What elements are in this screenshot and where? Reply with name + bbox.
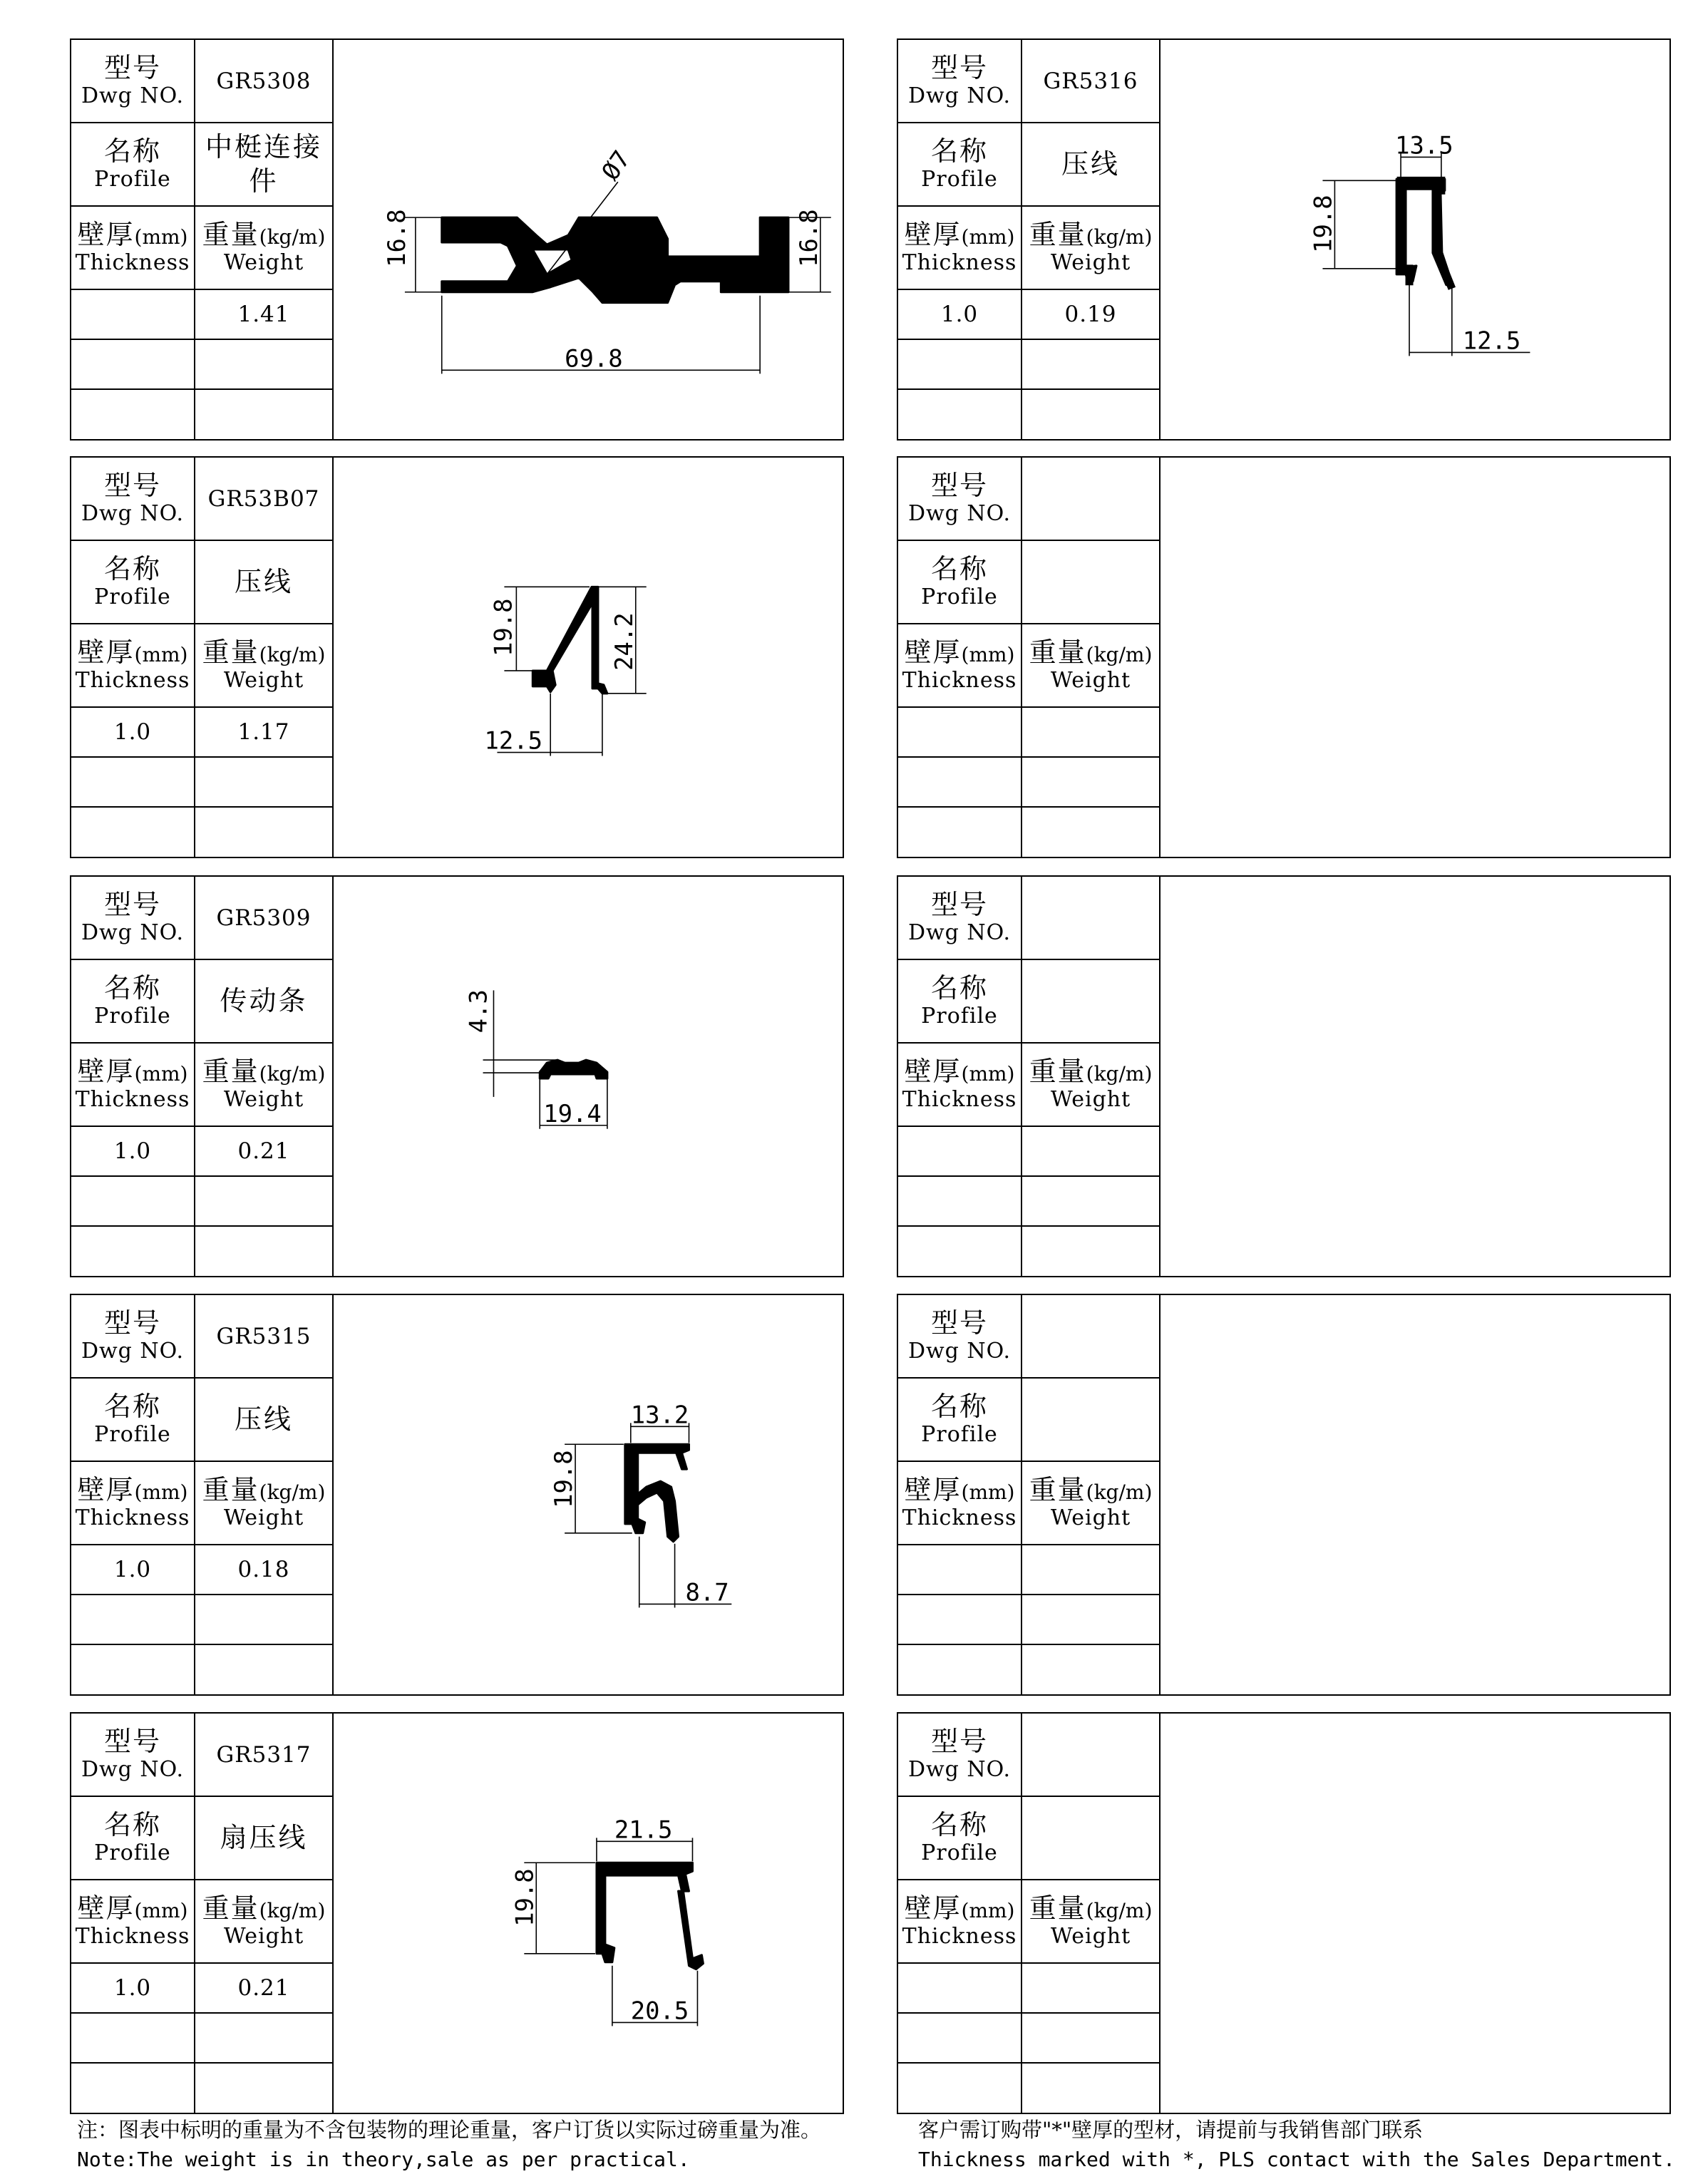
profile-value: 压线 <box>234 565 293 597</box>
profile-label-en: Profile <box>921 167 998 192</box>
dwg-label-en: Dwg NO. <box>81 1757 185 1783</box>
profile-label-en: Profile <box>94 1840 171 1866</box>
thickness-label-en: Thickness <box>902 1505 1017 1531</box>
dim-width: 69.8 <box>565 344 623 373</box>
spec-table <box>71 1295 334 1694</box>
dwg-value: GR5316 <box>1043 68 1138 94</box>
thickness-label-zh: 壁厚 <box>904 218 962 250</box>
profile-label-en: Profile <box>921 1004 998 1029</box>
thickness-unit: (mm) <box>961 642 1015 666</box>
spec-table <box>71 877 334 1276</box>
thickness-unit: (mm) <box>961 1061 1015 1086</box>
profile-section-svg <box>334 458 843 857</box>
dim-height-right: 16.8 <box>794 209 823 267</box>
thickness-value: 1.0 <box>113 719 152 745</box>
profile-drawing <box>334 1295 843 1694</box>
weight-value: 1.41 <box>237 302 290 327</box>
profile-card-10 <box>897 1712 1671 2114</box>
thickness-unit: (mm) <box>961 1898 1015 1922</box>
profile-label-zh: 名称 <box>103 135 161 167</box>
profile-card-1 <box>70 38 844 441</box>
dwg-value: GR5309 <box>216 905 312 931</box>
dim-width-bottom: 20.5 <box>630 1997 689 2025</box>
thickness-label-en: Thickness <box>902 668 1017 694</box>
profile-drawing-empty <box>1161 1714 1669 2113</box>
weight-label-en: Weight <box>1050 1505 1131 1531</box>
profile-label-en: Profile <box>94 1004 171 1029</box>
thickness-label-zh: 壁厚 <box>904 1892 962 1924</box>
thickness-unit: (mm) <box>961 225 1015 249</box>
profile-label-zh: 名称 <box>103 552 161 584</box>
spec-table <box>71 40 334 439</box>
thickness-label-en: Thickness <box>75 668 190 694</box>
weight-unit: (kg/m) <box>259 1898 326 1922</box>
profile-drawing <box>334 458 843 857</box>
weight-label-zh: 重量 <box>202 1055 259 1087</box>
dwg-label-en: Dwg NO. <box>907 1757 1012 1783</box>
profile-value: 压线 <box>1061 148 1120 180</box>
weight-label-en: Weight <box>223 668 304 694</box>
profile-drawing <box>1161 40 1669 439</box>
profile-shape <box>532 587 607 693</box>
dim-height: 19.8 <box>1309 195 1337 253</box>
weight-unit: (kg/m) <box>1086 1480 1153 1504</box>
profile-card-6 <box>897 875 1671 1277</box>
profile-value: 传动条 <box>220 984 308 1016</box>
profile-section-svg <box>334 1714 843 2113</box>
weight-unit: (kg/m) <box>1086 1061 1153 1086</box>
profile-label-zh: 名称 <box>103 1808 161 1840</box>
weight-value: 0.18 <box>237 1557 290 1582</box>
thickness-label-zh: 壁厚 <box>904 636 962 668</box>
profile-value: 压线 <box>234 1403 293 1435</box>
thickness-unit: (mm) <box>134 1480 188 1504</box>
footnote-left <box>77 2115 821 2175</box>
weight-label-en: Weight <box>1050 250 1131 276</box>
weight-label-en: Weight <box>223 1924 304 1949</box>
dim-width-top: 13.2 <box>630 1401 689 1429</box>
profile-label-zh: 名称 <box>103 1390 161 1422</box>
profile-label-zh: 名称 <box>930 1808 988 1840</box>
dwg-label-zh: 型号 <box>103 888 161 920</box>
profile-label-en: Profile <box>94 584 171 610</box>
thickness-unit: (mm) <box>134 225 188 249</box>
dwg-label-en: Dwg NO. <box>81 501 185 527</box>
profile-shape <box>540 1060 607 1078</box>
weight-value: 0.21 <box>237 1975 290 2001</box>
thickness-label-zh: 壁厚 <box>77 636 135 668</box>
profile-label-en: Profile <box>94 1422 171 1448</box>
profile-label-zh: 名称 <box>930 972 988 1004</box>
profile-label-zh: 名称 <box>930 552 988 584</box>
profile-label-zh: 名称 <box>930 135 988 167</box>
dwg-label-zh: 型号 <box>930 888 988 920</box>
dim-diameter: Ø7 <box>596 145 636 185</box>
weight-label-en: Weight <box>1050 1924 1131 1949</box>
profile-label-en: Profile <box>921 1840 998 1866</box>
thickness-label-zh: 壁厚 <box>904 1055 962 1087</box>
profile-section-svg <box>334 877 843 1276</box>
profile-label-zh: 名称 <box>930 1390 988 1422</box>
dwg-label-zh: 型号 <box>103 1307 161 1339</box>
thickness-label-en: Thickness <box>75 1924 190 1949</box>
dim-width-top: 21.5 <box>614 1815 673 1844</box>
weight-label-en: Weight <box>1050 668 1131 694</box>
footnote-left-zh: 注：图表中标明的重量为不含包装物的理论重量，客户订货以实际过磅重量为准。 <box>77 2118 822 2142</box>
dwg-value: GR5317 <box>216 1741 312 1768</box>
profile-card-3 <box>70 456 844 858</box>
footnote-right-en: Thickness marked with *, PLS contact with the Sales Department. <box>918 2148 1676 2171</box>
dwg-label-en: Dwg NO. <box>81 83 185 109</box>
profile-drawing-empty <box>1161 877 1669 1276</box>
spec-table <box>898 1714 1161 2113</box>
dim-height: 19.8 <box>550 1450 578 1508</box>
profile-drawing <box>334 40 843 439</box>
weight-label-zh: 重量 <box>1029 218 1086 250</box>
dim-height-left: 19.8 <box>489 598 518 657</box>
dim-height-right: 24.2 <box>609 612 638 671</box>
thickness-value: 1.0 <box>940 302 979 327</box>
profile-drawing <box>334 877 843 1276</box>
weight-label-en: Weight <box>223 250 304 276</box>
thickness-label-en: Thickness <box>902 1924 1017 1949</box>
weight-label-zh: 重量 <box>1029 1055 1086 1087</box>
profile-label-zh: 名称 <box>103 972 161 1004</box>
thickness-label-en: Thickness <box>75 1505 190 1531</box>
profile-card-5 <box>70 875 844 1277</box>
dwg-label-en: Dwg NO. <box>81 1339 185 1364</box>
dim-width-bottom: 12.5 <box>1462 326 1521 355</box>
profile-label-en: Profile <box>94 167 171 192</box>
dwg-label-zh: 型号 <box>930 1725 988 1757</box>
dwg-label-zh: 型号 <box>930 51 988 83</box>
thickness-value: 1.0 <box>113 1138 152 1164</box>
thickness-label-en: Thickness <box>902 1087 1017 1113</box>
dim-width: 12.5 <box>484 726 543 755</box>
dwg-label-zh: 型号 <box>930 469 988 501</box>
profile-value: 扇压线 <box>220 1821 308 1853</box>
dwg-label-zh: 型号 <box>103 1725 161 1757</box>
profile-card-4 <box>897 456 1671 858</box>
weight-label-zh: 重量 <box>1029 1892 1086 1924</box>
profile-shape <box>597 1863 693 1962</box>
dim-width-top: 13.5 <box>1395 131 1453 160</box>
profile-card-2 <box>897 38 1671 441</box>
thickness-unit: (mm) <box>134 642 188 666</box>
dwg-label-zh: 型号 <box>103 51 161 83</box>
weight-unit: (kg/m) <box>1086 1898 1153 1922</box>
weight-value: 0.19 <box>1064 302 1117 327</box>
profile-card-8 <box>897 1294 1671 1696</box>
weight-label-zh: 重量 <box>202 1473 259 1505</box>
thickness-unit: (mm) <box>134 1898 188 1922</box>
thickness-label-en: Thickness <box>75 250 190 276</box>
weight-label-en: Weight <box>1050 1087 1131 1113</box>
profile-label-en: Profile <box>921 1422 998 1448</box>
weight-label-zh: 重量 <box>1029 636 1086 668</box>
dim-height: 4.3 <box>464 989 493 1034</box>
profile-drawing-empty <box>1161 458 1669 857</box>
profile-section-svg <box>1161 40 1669 439</box>
weight-unit: (kg/m) <box>259 225 326 249</box>
thickness-label-zh: 壁厚 <box>77 1055 135 1087</box>
profile-card-7 <box>70 1294 844 1696</box>
profile-label-en: Profile <box>921 584 998 610</box>
profile-drawing-empty <box>1161 1295 1669 1694</box>
weight-label-en: Weight <box>223 1087 304 1113</box>
weight-label-zh: 重量 <box>202 218 259 250</box>
dim-height-left: 16.8 <box>382 209 411 267</box>
footnote-right <box>918 2115 1675 2175</box>
thickness-unit: (mm) <box>961 1480 1015 1504</box>
footnote-right-zh: 客户需订购带"*"壁厚的型材，请提前与我销售部门联系 <box>918 2118 1424 2142</box>
weight-label-zh: 重量 <box>202 1892 259 1924</box>
dim-width-bottom: 8.7 <box>685 1578 729 1607</box>
weight-unit: (kg/m) <box>259 1480 326 1504</box>
thickness-label-zh: 壁厚 <box>904 1473 962 1505</box>
weight-unit: (kg/m) <box>1086 225 1153 249</box>
profile-drawing <box>334 1714 843 2113</box>
weight-value: 1.17 <box>237 719 290 745</box>
spec-table <box>898 877 1161 1276</box>
profile-section-svg <box>334 1295 843 1694</box>
dwg-label-zh: 型号 <box>930 1307 988 1339</box>
weight-label-zh: 重量 <box>202 636 259 668</box>
dim-width: 19.4 <box>543 1099 602 1128</box>
dim-height: 19.8 <box>510 1868 539 1927</box>
weight-unit: (kg/m) <box>259 642 326 666</box>
spec-table <box>898 458 1161 857</box>
spec-table <box>71 1714 334 2113</box>
dwg-label-en: Dwg NO. <box>81 920 185 946</box>
profile-shape <box>442 217 788 303</box>
thickness-label-zh: 壁厚 <box>77 218 135 250</box>
spec-table <box>71 458 334 857</box>
spec-table <box>898 40 1161 439</box>
dwg-label-en: Dwg NO. <box>907 501 1012 527</box>
thickness-value: 1.0 <box>113 1975 152 2001</box>
dwg-label-en: Dwg NO. <box>907 83 1012 109</box>
weight-unit: (kg/m) <box>259 1061 326 1086</box>
thickness-label-zh: 壁厚 <box>77 1473 135 1505</box>
weight-unit: (kg/m) <box>1086 642 1153 666</box>
dwg-value: GR53B07 <box>207 485 320 512</box>
dwg-value: GR5315 <box>216 1323 312 1349</box>
profile-value: 中梃连接件 <box>205 131 322 197</box>
footnote-left-en: Note:The weight is in theory,sale as per practical. <box>77 2148 690 2171</box>
thickness-label-en: Thickness <box>75 1087 190 1113</box>
weight-label-en: Weight <box>223 1505 304 1531</box>
weight-label-zh: 重量 <box>1029 1473 1086 1505</box>
dwg-value: GR5308 <box>216 68 312 94</box>
profile-card-9 <box>70 1712 844 2114</box>
weight-value: 0.21 <box>237 1138 290 1164</box>
dwg-label-en: Dwg NO. <box>907 920 1012 946</box>
spec-table <box>898 1295 1161 1694</box>
thickness-unit: (mm) <box>134 1061 188 1086</box>
thickness-value: 1.0 <box>113 1557 152 1582</box>
dwg-label-en: Dwg NO. <box>907 1339 1012 1364</box>
dwg-label-zh: 型号 <box>103 469 161 501</box>
thickness-label-zh: 壁厚 <box>77 1892 135 1924</box>
profile-section-svg <box>334 40 843 439</box>
thickness-label-en: Thickness <box>902 250 1017 276</box>
profile-shape <box>625 1444 689 1542</box>
